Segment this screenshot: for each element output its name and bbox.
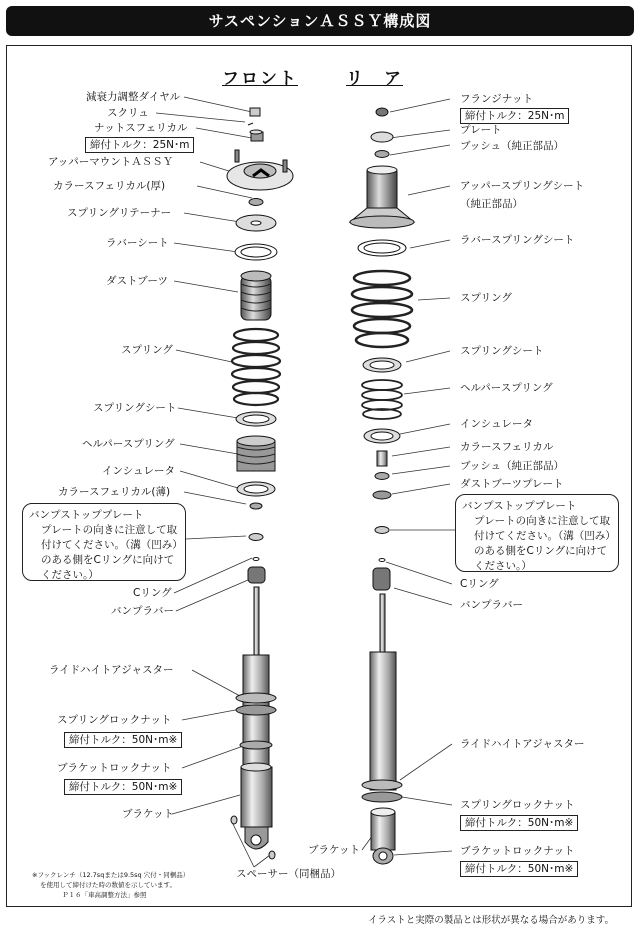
rear-heading: リ ア xyxy=(346,69,403,89)
label-collar-thick: カラースフェリカル(厚) xyxy=(53,180,166,192)
label-rear-bracket-lock-nut: ブラケットロックナット xyxy=(460,845,575,857)
label-front-c-ring: Cリング xyxy=(133,587,172,599)
label-front-ride-height: ライドハイトアジャスター xyxy=(49,664,174,676)
label-rear-bump-rubber: バンプラバー xyxy=(460,599,523,611)
label-rear-bracket: ブラケット xyxy=(308,844,360,856)
front-bracket-lock-torque-box: 締付トルク：50N･m※ xyxy=(64,779,182,795)
rear-parts xyxy=(350,108,414,864)
front-nut-torque-box: 締付トルク：25N･m xyxy=(85,137,194,153)
label-rear-spring: スプリング xyxy=(460,292,512,304)
label-front-bump-rubber: バンプラバー xyxy=(111,605,174,617)
rear-bump-stop-note xyxy=(455,494,619,572)
label-front-spring-seat: スプリングシート xyxy=(93,402,177,414)
footnote-line3: Ｐ１６「車高調整方法」参照 xyxy=(62,891,147,899)
label-front-spring-lock-nut: スプリングロックナット xyxy=(57,714,172,726)
front-bump-stop-note xyxy=(22,503,186,581)
label-spring-retainer: スプリングリテーナー xyxy=(67,207,172,219)
footnote-line2: を使用して締付けた時の数値を示しています。 xyxy=(40,881,176,889)
front-bump-stop-text: プレートの向きに注意して取付けてください。（溝（凹み）のある側をCリングに向けてください。） xyxy=(41,524,178,581)
label-rear-spring-seat: スプリングシート xyxy=(460,345,544,357)
label-rear-helper-spring: ヘルパースプリング xyxy=(460,382,553,394)
label-dust-boots: ダストブーツ xyxy=(106,275,168,287)
label-damping-dial: 減衰力調整ダイヤル xyxy=(86,91,181,103)
label-nut-spherical: ナットスフェリカル xyxy=(94,122,188,134)
disclaimer: イラストと実際の製品とは形状が異なる場合があります。 xyxy=(368,915,614,926)
label-upper-spring-seat: アッパースプリングシート xyxy=(460,180,585,192)
label-upper-spring-seat-note: （純正部品） xyxy=(460,198,523,210)
page-title: サスペンションＡＳＳＹ構成図 xyxy=(6,6,634,36)
label-rubber-seat: ラバーシート xyxy=(106,237,169,249)
front-heading: フロント xyxy=(222,69,298,89)
footnote-line1: ※フックレンチ（12.7sqまたは9.5sq 穴付・同梱品） xyxy=(32,871,190,879)
label-rear-bush: ブッシュ（純正部品） xyxy=(460,140,565,152)
leader-lines xyxy=(156,97,456,867)
label-spacer: スペーサー（同梱品） xyxy=(236,868,341,880)
label-rear-collar: カラースフェリカル xyxy=(460,441,554,453)
label-rear-ride-height: ライドハイトアジャスター xyxy=(460,738,585,750)
front-spring-lock-torque-box: 締付トルク：50N･m※ xyxy=(64,732,182,748)
label-front-spring: スプリング xyxy=(121,344,173,356)
rear-bump-stop-text: プレートの向きに注意して取付けてください。（溝（凹み）のある側をCリングに向けてください。） xyxy=(474,515,611,572)
label-flange-nut: フランジナット xyxy=(460,93,534,105)
label-rear-plate: プレート xyxy=(460,124,502,136)
label-front-helper-spring: ヘルパースプリング xyxy=(82,438,175,450)
label-rubber-spring-seat: ラバースプリングシート xyxy=(460,234,575,246)
label-front-bracket-lock-nut: ブラケットロックナット xyxy=(57,762,172,774)
label-front-bracket: ブラケット xyxy=(122,808,174,820)
rear-bracket-lock-torque-box: 締付トルク：50N･m※ xyxy=(460,861,578,877)
label-rear-insulator: インシュレータ xyxy=(460,418,534,430)
label-front-insulator: インシュレータ xyxy=(102,465,176,477)
label-collar-thin: カラースフェリカル(薄) xyxy=(58,486,171,498)
label-rear-spring-lock-nut: スプリングロックナット xyxy=(460,799,575,811)
rear-bump-stop-title: バンプストッププレート xyxy=(462,500,577,512)
label-screw: スクリュ xyxy=(107,107,149,119)
rear-flange-torque-box: 締付トルク：25N･m xyxy=(460,108,569,124)
label-dust-boots-plate: ダストブーツプレート xyxy=(460,478,564,490)
label-rear-bush2: ブッシュ（純正部品） xyxy=(460,460,565,472)
label-upper-mount: アッパーマウントＡＳＳＹ xyxy=(48,156,174,168)
front-bump-stop-title: バンプストッププレート xyxy=(29,509,144,521)
label-rear-c-ring: Cリング xyxy=(460,578,499,590)
front-parts xyxy=(227,108,293,859)
rear-spring-lock-torque-box: 締付トルク：50N･m※ xyxy=(460,815,578,831)
